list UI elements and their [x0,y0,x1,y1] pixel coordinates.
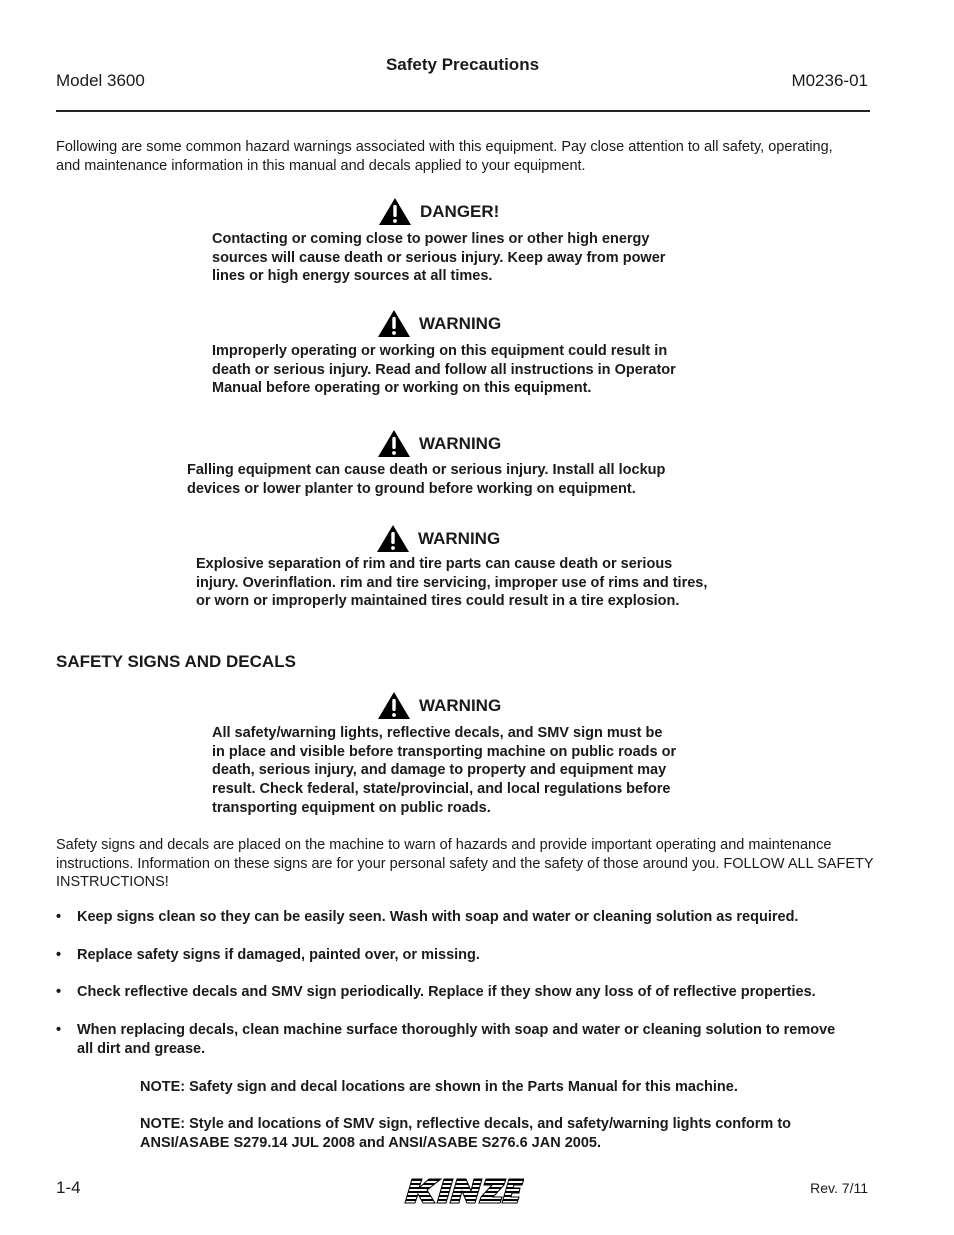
message-line: transporting equipment on public roads. [212,799,491,816]
list-item [56,983,876,1002]
bullet-icon: • [56,984,62,1000]
list-item [56,946,876,965]
message-line: Falling equipment can cause death or serious injury. Install all lockup [187,462,666,478]
warning-triangle-icon [378,197,412,226]
document-number: M0236-01 [791,71,868,90]
page-title: Safety Precautions [385,55,540,74]
bullet-icon: • [56,947,62,963]
message-line: sources will cause death or serious injury. Keep away from power [212,249,666,266]
bullet-icon: • [56,909,62,925]
signal-word-label: WARNING [418,528,501,548]
message-line: in place and visible before transporting machine on public roads or [212,743,677,760]
message-line: Explosive separation of rim and tire parts can cause death or serious [196,556,673,572]
message-line: Contacting or coming close to power lines or other high energy [212,231,650,247]
warning-triangle-icon [377,429,411,458]
section-heading: SAFETY SIGNS AND DECALS [56,652,296,671]
warning-triangle-icon [377,309,411,338]
signal-word-label: WARNING [419,313,502,333]
warning-message [187,461,665,498]
warning-signal-word [376,524,500,553]
signal-word-label: WARNING [419,433,502,453]
kinze-logo [402,1175,524,1207]
bullet-icon: • [56,1022,62,1038]
intro-paragraph: Following are some common hazard warnings associated with this equipment. Pay close attention to all safety, operating, and maintenance information in this manual and decals applied to your equipment. [56,139,833,174]
message-line: death or serious injury. Read and follow all instructions in Operator [212,361,676,378]
warning-signal-word [377,691,501,720]
warning-triangle-icon [377,691,411,720]
message-line: All safety/warning lights, reflective decals, and SMV sign must be [212,725,663,741]
warning-triangle-icon [376,524,410,553]
danger-signal-word [378,197,499,226]
list-item [56,908,876,927]
header-divider [56,110,870,112]
warning-message [212,724,676,818]
warning-message [196,555,707,611]
list-item [56,1021,846,1058]
message-line: Improperly operating or working on this equipment could result in [212,343,668,359]
message-line: Manual before operating or working on this equipment. [212,380,592,397]
warning-signal-word [377,309,501,338]
message-line: injury. Overinflation. rim and tire servicing, improper use of rims and tires, [196,574,708,591]
revision: Rev. 7/11 [810,1180,868,1196]
kinze-logo-icon [402,1175,524,1207]
body-paragraph: Safety signs and decals are placed on the machine to warn of hazards and provide important operating and maintenance instructions. Information on these signs are for your personal safety and the safety of those around you. FOLLOW ALL SAFETY INSTRUCTIONS! [56,837,874,890]
list-item-text: Check reflective decals and SMV sign periodically. Replace if they show any loss of of reflective properties. [77,984,816,1000]
signal-word-label: DANGER! [420,201,500,221]
message-line: lines or high energy sources at all times. [212,268,493,285]
message-line: result. Check federal, state/provincial, and local regulations before [212,781,671,798]
message-line: devices or lower planter to ground before working on equipment. [187,480,636,497]
warning-signal-word [377,429,501,458]
message-line: death, serious injury, and damage to property and equipment may [212,762,667,779]
list-item-text: Keep signs clean so they can be easily seen. Wash with soap and water or cleaning solution as required. [77,909,799,925]
note: NOTE: Safety sign and decal locations are shown in the Parts Manual for this machine. [140,1079,738,1095]
warning-message [212,342,676,398]
signal-word-label: WARNING [419,695,502,715]
page-number: 1-4 [56,1178,81,1197]
list-item-text: Replace safety signs if damaged, painted over, or missing. [77,947,480,963]
message-line: or worn or improperly maintained tires could result in a tire explosion. [196,593,680,610]
danger-message [212,230,665,286]
model-name: Model 3600 [56,71,145,90]
note: NOTE: Style and locations of SMV sign, reflective decals, and safety/warning lights conform to ANSI/ASABE S279.14 JUL 2008 and ANSI/ASABE S276.6 JAN 2005. [140,1116,792,1151]
list-item-text: When replacing decals, clean machine surface thoroughly with soap and water or cleaning solution to remove all dirt and grease. [77,1022,836,1057]
